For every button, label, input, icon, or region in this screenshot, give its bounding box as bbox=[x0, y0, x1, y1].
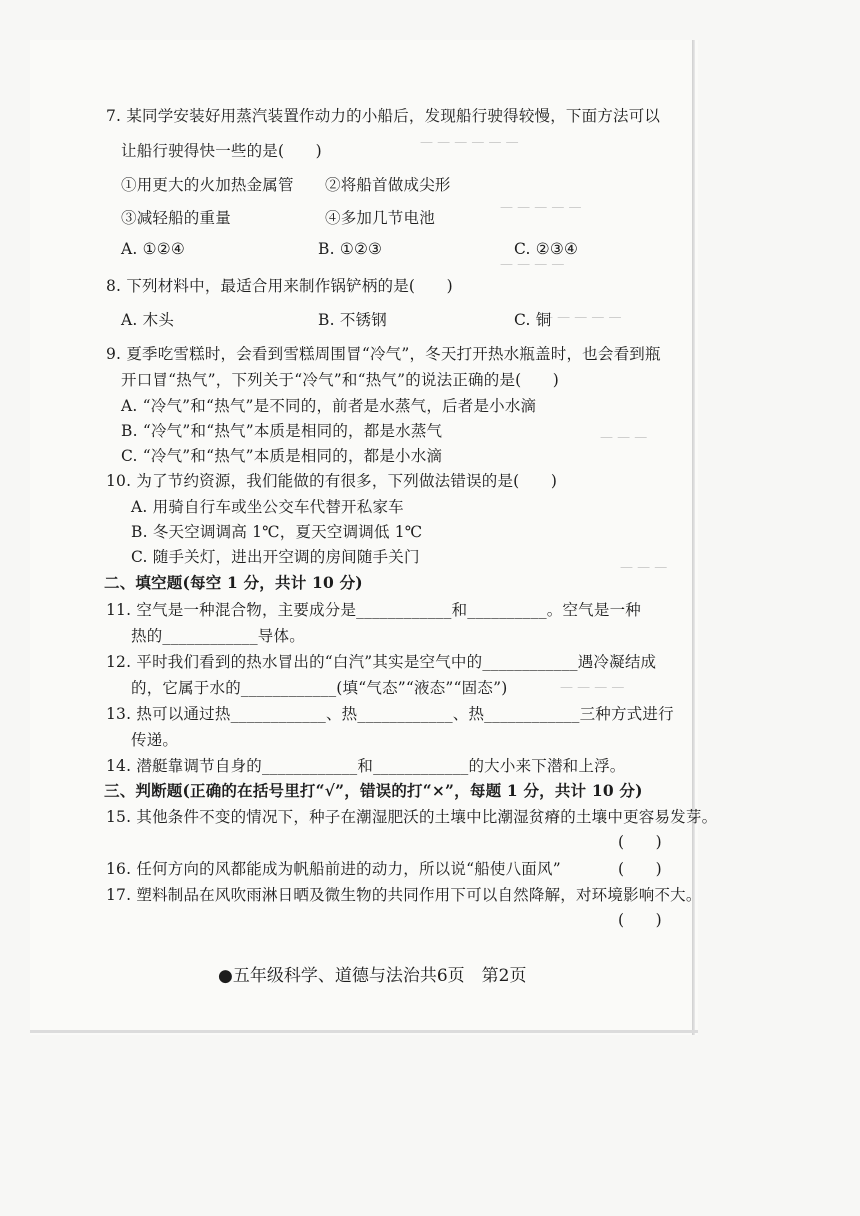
q9-option-a: A. “冷气”和“热气”是不同的，前者是水蒸气，后者是小水滴 bbox=[121, 397, 537, 415]
q10-option-b: B. 冬天空调调高 1℃，夏天空调调低 1℃ bbox=[131, 523, 423, 541]
q8-option-c: C. 铜 bbox=[514, 311, 552, 329]
q11-line1: 11. 空气是一种混合物，主要成分是____________和__________。空气是一种 bbox=[106, 601, 641, 619]
section3-heading: 三、判断题(正确的在括号里打“√”，错误的打“×”，每题 1 分，共计 10 分) bbox=[104, 781, 643, 800]
q7-statement-3: ③减轻船的重量 bbox=[121, 209, 231, 227]
q11-line2: 热的____________导体。 bbox=[131, 627, 305, 645]
q8-option-a: A. 木头 bbox=[121, 311, 175, 329]
q12-line1: 12. 平时我们看到的热水冒出的“白汽”其实是空气中的____________遇冷凝结成 bbox=[106, 653, 657, 671]
section2-heading: 二、填空题(每空 1 分，共计 10 分) bbox=[104, 573, 363, 592]
q16: 16. 任何方向的风都能成为帆船前进的动力，所以说“船使八面风” bbox=[106, 860, 561, 878]
paper-bottom-edge bbox=[30, 1030, 698, 1033]
bleed-through-mark: — — — — — bbox=[500, 200, 582, 215]
q17: 17. 塑料制品在风吹雨淋日晒及微生物的共同作用下可以自然降解，对环境影响不大。 bbox=[106, 886, 702, 904]
q9-option-b: B. “冷气”和“热气”本质是相同的，都是水蒸气 bbox=[121, 422, 443, 440]
q8-stem: 8. 下列材料中，最适合用来制作锅铲柄的是( ) bbox=[106, 277, 453, 295]
q14: 14. 潜艇靠调节自身的____________和____________的大小来下潜和上浮。 bbox=[106, 757, 626, 775]
bleed-through-mark: — — — — — — bbox=[420, 135, 519, 150]
q7-option-c: C. ②③④ bbox=[514, 240, 579, 258]
q13-line2: 传递。 bbox=[131, 731, 179, 749]
q10-option-a: A. 用骑自行车或坐公交车代替开私家车 bbox=[131, 498, 404, 516]
q7-statement-1: ①用更大的火加热金属管 bbox=[121, 176, 294, 194]
q7-stem-line2: 让船行驶得快一些的是( ) bbox=[121, 142, 322, 160]
q12-line2: 的，它属于水的____________(填“气态”“液态”“固态”) bbox=[131, 679, 508, 697]
bleed-through-mark: — — — bbox=[620, 560, 668, 575]
q9-option-c: C. “冷气”和“热气”本质是相同的，都是小水滴 bbox=[121, 447, 443, 465]
page-footer: ●五年级科学、道德与法治共6页 第2页 bbox=[218, 966, 527, 986]
bleed-through-mark: — — — — — bbox=[540, 310, 622, 325]
q16-answer-parens: ( ) bbox=[618, 860, 662, 878]
q9-stem-line2: 开口冒“热气”，下列关于“冷气”和“热气”的说法正确的是( ) bbox=[121, 371, 560, 389]
q10-option-c: C. 随手关灯，进出开空调的房间随手关门 bbox=[131, 548, 420, 566]
bleed-through-mark: — — — bbox=[600, 430, 648, 445]
q15: 15. 其他条件不变的情况下，种子在潮湿肥沃的土壤中比潮湿贫瘠的土壤中更容易发芽。 bbox=[106, 808, 718, 826]
q7-statement-4: ④多加几节电池 bbox=[325, 209, 435, 227]
bleed-through-mark: — — — — bbox=[500, 257, 565, 272]
q17-answer-parens: ( ) bbox=[618, 911, 662, 929]
q15-answer-parens: ( ) bbox=[618, 833, 662, 851]
q13-line1: 13. 热可以通过热____________、热____________、热____________三种方式进行 bbox=[106, 705, 674, 723]
q10-stem: 10. 为了节约资源，我们能做的有很多，下列做法错误的是( ) bbox=[106, 472, 558, 490]
q8-option-b: B. 不锈钢 bbox=[318, 311, 387, 329]
bleed-through-mark: — — — — bbox=[560, 680, 625, 695]
q7-stem-line1: 7. 某同学安装好用蒸汽装置作动力的小船后，发现船行驶得较慢，下面方法可以 bbox=[106, 107, 661, 125]
q9-stem-line1: 9. 夏季吃雪糕时，会看到雪糕周围冒“冷气”，冬天打开热水瓶盖时，也会看到瓶 bbox=[106, 345, 661, 363]
q7-statement-2: ②将船首做成尖形 bbox=[325, 176, 451, 194]
q7-option-b: B. ①②③ bbox=[318, 240, 383, 258]
q7-option-a: A. ①②④ bbox=[121, 240, 185, 258]
